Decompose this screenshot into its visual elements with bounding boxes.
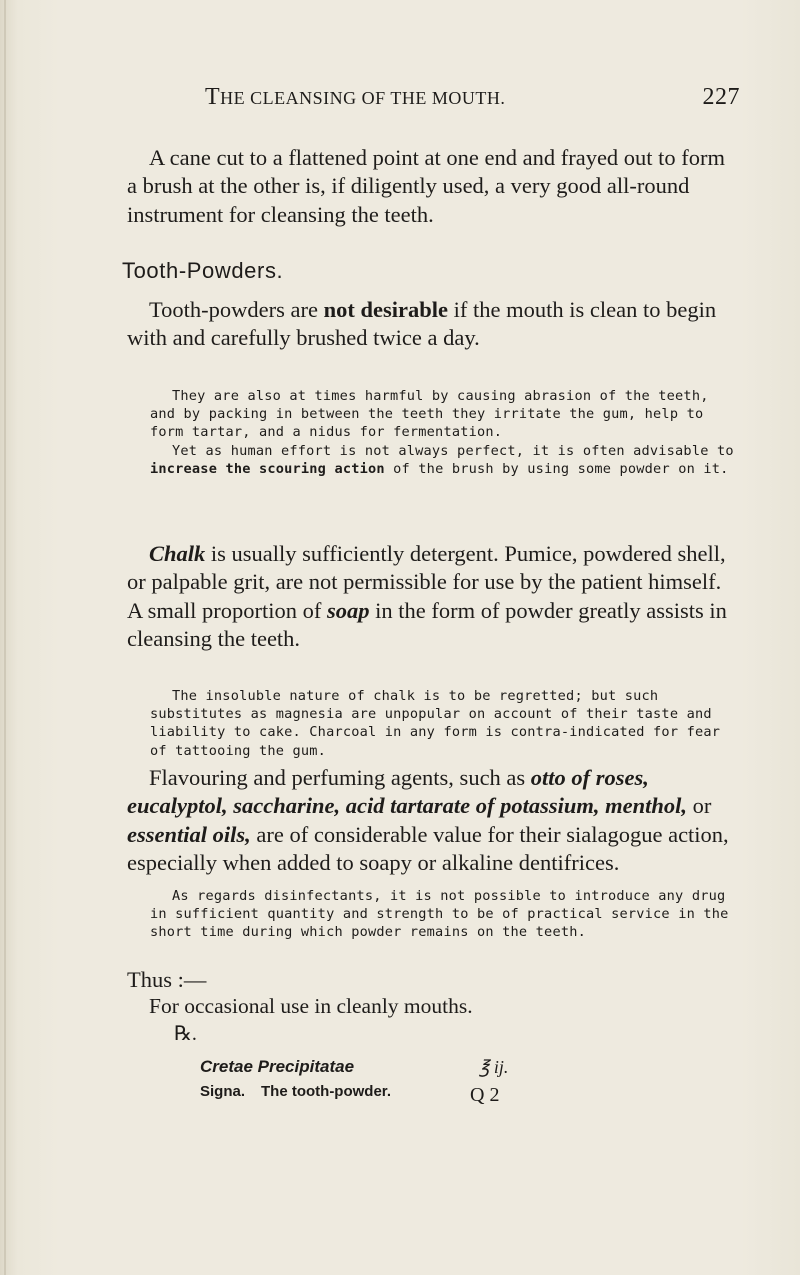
running-title-rest: HE CLEANSING OF THE MOUTH.	[220, 88, 506, 108]
note-chalk	[150, 687, 735, 760]
paragraph-not-desirable	[127, 296, 737, 353]
section-heading	[122, 258, 732, 284]
text-run: is usually sufficiently detergent. Pumice, powdered shell, or palpable grit, are not permissible for use by the patient himself. A small proportion of	[127, 541, 726, 623]
note-text: The insoluble nature of chalk is to be regretted; but such substitutes as magnesia are unpopular on account of their taste and liability to cake. Charcoal in any form is contra-indicated for fear of tattooing the gum.	[150, 688, 721, 759]
paragraph-text	[127, 296, 737, 353]
recipe-details	[127, 1019, 737, 1149]
text-run: Yet as human effort is not always perfect, it is often advisable to	[172, 442, 734, 459]
text-run: if the mouth is clean to begin with and carefully brushed twice a day.	[127, 297, 717, 351]
text-run: Tooth-powders are	[149, 297, 324, 322]
italic-term: soap	[326, 597, 370, 623]
note-disinfectants	[150, 887, 735, 942]
recipe-intro: For occasional use in cleanly mouths.	[149, 994, 473, 1018]
note-text: They are also at times harmful by causing abrasion of the teeth, and by packing in between the teeth they irritate the gum, help to form tartar, and a nidus for fermentation.	[150, 388, 709, 441]
bold-phrase: not desirable	[323, 297, 449, 322]
note-text	[150, 442, 735, 478]
text-run: are of considerable value for their sialagogue action, especially when added to soapy or alkaline dentifrices.	[127, 821, 729, 876]
text-run: of the brush by using some powder on it.	[384, 460, 729, 477]
note-harmful	[150, 387, 735, 478]
italic-term: Chalk	[149, 541, 206, 566]
thus-line	[127, 966, 737, 994]
italic-term: essential oils,	[127, 821, 251, 847]
signature-mark: Q 2	[470, 1084, 500, 1106]
note-text: As regards disinfectants, it is not possible to introduce any drug in sufficient quantity and strength to be of practical service in the short time during which powder remains on the teeth.	[150, 888, 729, 941]
paragraph-flavouring	[127, 764, 737, 878]
paragraph-chalk	[127, 540, 737, 654]
running-title	[205, 84, 505, 111]
paragraph-text	[127, 764, 737, 878]
running-title-initial: T	[205, 84, 221, 110]
signa-text: The tooth-powder.	[261, 1083, 391, 1100]
recipe-block	[127, 994, 737, 1149]
bold-phrase: increase the scouring action	[150, 460, 385, 477]
paragraph-text	[127, 540, 737, 654]
paragraph-text: A cane cut to a flattened point at one end and frayed out to form a brush at the other is, if diligently used, a very good all-round instrument for cleansing the teeth.	[127, 145, 726, 227]
text-run: Flavouring and perfuming agents, such as	[149, 765, 531, 790]
recipe-quantity: ℥ ij.	[479, 1057, 509, 1077]
page-edge	[4, 0, 6, 1275]
text-run: in the form of powder greatly assists in cleansing the teeth.	[127, 597, 727, 652]
italic-term: otto of roses, eucalyptol, saccharine, acid tartarate of potassium, menthol,	[127, 765, 688, 819]
heading-tooth-powders: Tooth-Powders.	[122, 258, 284, 283]
paragraph-cane-brush	[127, 144, 737, 229]
page-number: 227	[702, 84, 740, 110]
thus-text: Thus :—	[127, 967, 207, 992]
text-run: or	[687, 793, 712, 819]
rx-symbol: ℞.	[174, 1023, 197, 1045]
recipe-formula: Cretae Precipitatae	[200, 1057, 355, 1076]
signa-label: Signa.	[200, 1083, 246, 1100]
